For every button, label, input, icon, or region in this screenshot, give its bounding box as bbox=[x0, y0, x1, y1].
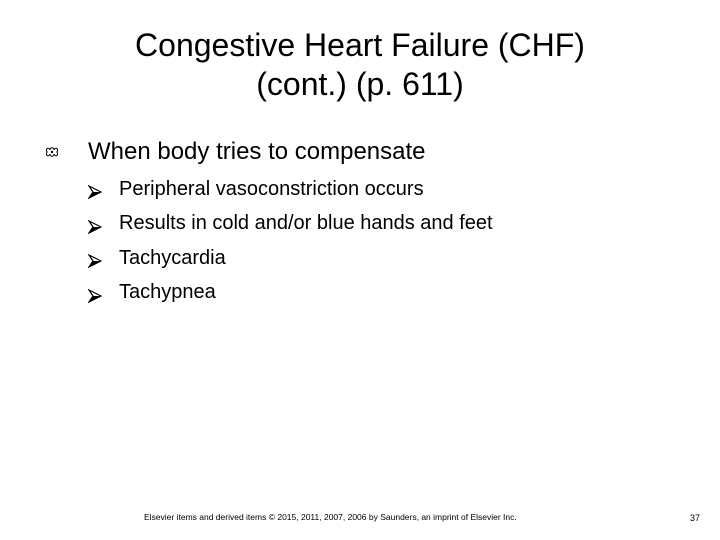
slide-title-line-2: (cont.) (p. 611) bbox=[256, 66, 464, 102]
list-item bbox=[88, 207, 493, 242]
list-item bbox=[88, 172, 493, 207]
footer-copyright: Elsevier items and derived items © 2015, 2011, 2007, 2006 by Saunders, an imprint of Elsevier Inc. bbox=[144, 512, 517, 522]
arrow-bullet-icon bbox=[88, 182, 102, 196]
list-item bbox=[88, 241, 493, 276]
sub-bullet-text: Peripheral vasoconstriction occurs bbox=[119, 177, 424, 200]
arrow-bullet-icon bbox=[88, 217, 102, 231]
flower-bullet-icon bbox=[44, 145, 60, 159]
page-number: 37 bbox=[690, 513, 701, 523]
arrow-bullet-icon bbox=[88, 251, 102, 265]
sub-bullet-text: Tachycardia bbox=[119, 246, 226, 269]
sub-bullet-text: Results in cold and/or blue hands and feet bbox=[119, 212, 493, 235]
arrow-bullet-icon bbox=[88, 286, 102, 300]
sub-bullet-text: Tachypnea bbox=[119, 281, 216, 304]
main-bullet-text: When body tries to compensate bbox=[88, 138, 426, 165]
slide-title-line-1: Congestive Heart Failure (CHF) bbox=[135, 27, 585, 63]
sub-bullet-list bbox=[88, 172, 493, 310]
main-bullet bbox=[44, 136, 426, 168]
slide-title bbox=[60, 26, 660, 104]
list-item bbox=[88, 276, 493, 311]
